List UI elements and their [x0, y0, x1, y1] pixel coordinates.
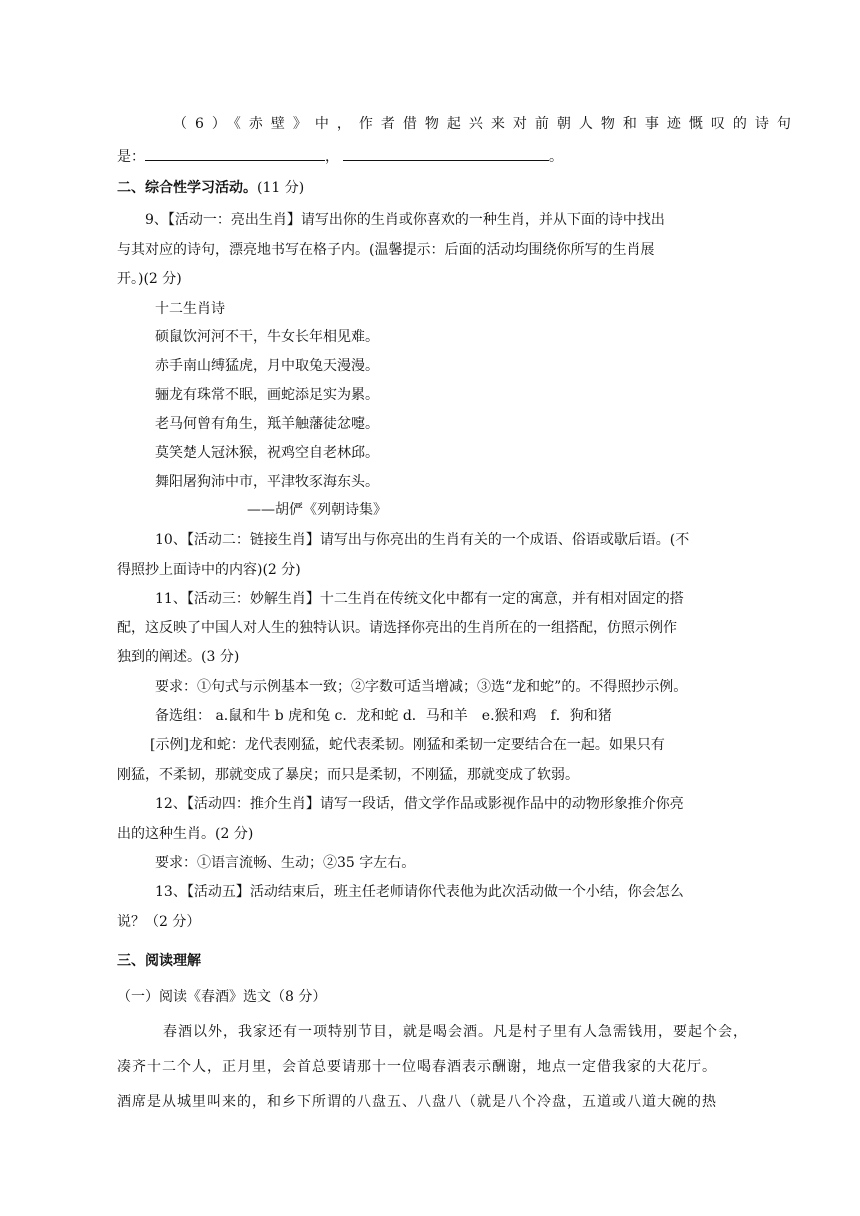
passage-line-2: 凑齐十二个人，正月里，会首总要请那十一位喝春酒表示酬谢，地点一定借我家的大花厅。 — [117, 1059, 717, 1075]
poem-source: ——胡俨《列朝诗集》 — [247, 502, 387, 518]
question-11-line-1: 11、【活动三：妙解生肖】十二生肖在传统文化中都有一定的寓意，并有相对固定的搭 — [155, 591, 684, 607]
section-2-title: 二、综合性学习活动。 — [117, 180, 257, 196]
question-11-example-line-2: 刚猛，不柔韧，那就变成了暴戾；而只是柔韧，不刚猛，那就变成了软弱。 — [117, 767, 579, 783]
question-9-line-2: 与其对应的诗句，漂亮地书写在格子内。(温馨提示：后面的活动均围绕你所写的生肖展 — [117, 242, 655, 258]
poem-line: 老马何曾有角生，羝羊触藩徒忿嚏。 — [155, 416, 379, 432]
section-3-subheading: （一）阅读《春酒》选文（8 分） — [117, 989, 327, 1005]
question-8-6-line-2 — [117, 146, 563, 167]
question-12-requirement: 要求：①语言流畅、生动；②35 字左右。 — [155, 855, 416, 871]
poem-line: 硕鼠饮河河不干，牛女长年相见难。 — [155, 329, 379, 345]
question-10-line-2: 得照抄上面诗中的内容)(2 分) — [117, 562, 301, 578]
answer-blank-1[interactable] — [145, 146, 325, 161]
question-9-line-3: 开。)(2 分) — [117, 271, 182, 287]
question-11-options: 备选组： a.鼠和牛 b 虎和兔 c．龙和蛇 d．马和羊 e.猴和鸡 f．狗和猪 — [155, 708, 612, 724]
poem-title: 十二生肖诗 — [155, 301, 225, 317]
period: 。 — [549, 149, 563, 165]
question-11-requirement: 要求：①句式与示例基本一致；②字数可适当增减；③选“龙和蛇”的。不得照抄示例。 — [155, 679, 688, 695]
answer-blank-2[interactable] — [343, 146, 549, 161]
question-11-line-2: 配，这反映了中国人对人生的独特认识。请选择你亮出的生肖所在的一组搭配，仿照示例作 — [117, 620, 677, 636]
section-2-heading — [117, 178, 304, 198]
question-12-line-2: 出的这种生肖。(2 分) — [117, 826, 254, 842]
question-13-line-1: 13、【活动五】活动结束后，班主任老师请你代表他为此次活动做一个小结，你会怎么 — [155, 884, 684, 900]
question-10-line-1: 10、【活动二：链接生肖】请写出与你亮出的生肖有关的一个成语、俗语或歇后语。(不 — [155, 532, 690, 548]
section-3-title: 三、阅读理解 — [117, 953, 201, 969]
passage-line-3: 酒席是从城里叫来的，和乡下所谓的八盘五、八盘八（就是八个冷盘，五道或八道大碗的热 — [117, 1094, 717, 1110]
poem-line: 骊龙有珠常不眠，画蛇添足实为累。 — [155, 387, 379, 403]
comma: ， — [325, 149, 339, 165]
section-2-score: (11 分) — [257, 180, 305, 196]
poem-line: 舞阳屠狗沛中市，平津牧豕海东头。 — [155, 474, 379, 490]
poem-line: 莫笑楚人冠沐猴，祝鸡空自老林邱。 — [155, 445, 379, 461]
answer-prefix: 是： — [117, 149, 145, 165]
question-13-line-2: 说？（2 分） — [117, 914, 201, 930]
poem-line: 赤手南山缚猛虎，月中取兔天漫漫。 — [155, 358, 379, 374]
question-12-line-1: 12、【活动四：推介生肖】请写一段话，借文学作品或影视作品中的动物形象推介你亮 — [155, 796, 684, 812]
question-11-example-line-1: [示例]龙和蛇：龙代表刚猛，蛇代表柔韧。刚猛和柔韧一定要结合在一起。如果只有 — [150, 737, 665, 753]
question-11-line-3: 独到的阐述。(3 分) — [117, 649, 240, 665]
passage-line-1: 春酒以外，我家还有一项特别节目，就是喝会酒。凡是村子里有人急需钱用，要起个会， — [163, 1024, 748, 1040]
question-9-line-1: 9、【活动一：亮出生肖】请写出你的生肖或你喜欢的一种生肖，并从下面的诗中找出 — [145, 212, 665, 228]
question-8-6-line-1: （6）《赤壁》中，作者借物起兴来对前朝人物和事迹慨叹的诗句 — [173, 116, 799, 132]
